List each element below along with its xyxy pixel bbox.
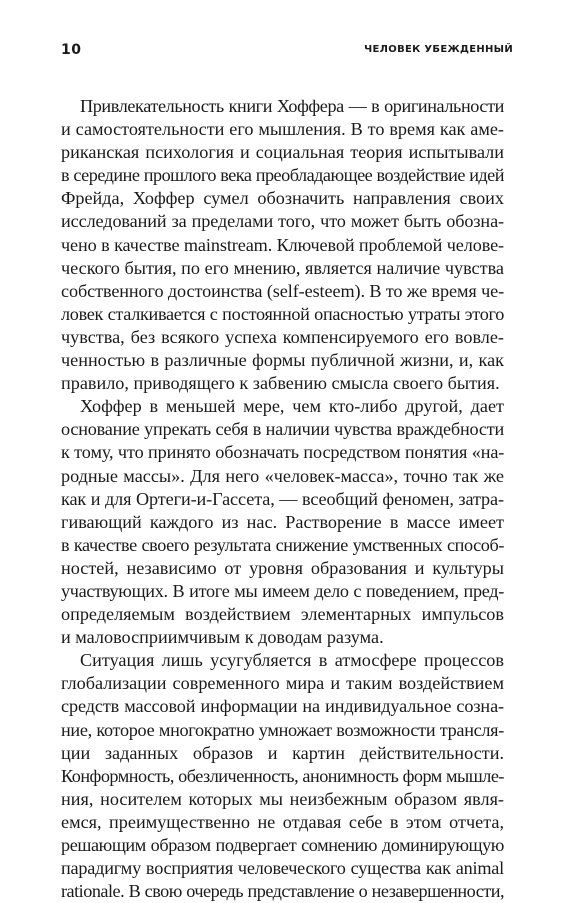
text-line: rationale. В свою очередь представление о незавершенности, [61, 881, 504, 902]
text-line: Фрейда, Хоффер сумел обозначить направления своих [61, 188, 504, 209]
text-line: чено в качестве mainstream. Ключевой проблемой челове- [61, 234, 504, 255]
text-line: правило, приводящего к забвению смысла своего бытия. [61, 373, 500, 394]
text-line: ностей, независимо от уровня образования и культуры [61, 557, 504, 578]
text-line: собственного достоинства (self-esteem). В то же время че- [61, 280, 505, 301]
text-line: Ситуация лишь усугубляется в атмосфере процессов [80, 650, 504, 671]
text-line: ния, носителем которых мы неизбежным образом явля- [61, 788, 504, 809]
text-line: решающим образом подвергает сомнению доминирующую [61, 835, 504, 855]
body-text [61, 95, 504, 903]
text-line: риканская психология и социальная теория испытывали [61, 142, 504, 163]
text-line: основание упрекать себя в наличии чувства враждебности [61, 419, 504, 440]
text-line: определяемым воздействием элементарных импульсов [61, 604, 504, 625]
text-line: ченностью в различные формы публичной жизни, и, как [61, 350, 504, 371]
text-line: ции заданных образов и картин действительности. [61, 742, 504, 763]
text-line: как и для Ортеги-и-Гассета, — всеобщий феномен, затра- [61, 488, 504, 509]
text-line: глобализации современного мира и таким воздействием [61, 673, 504, 694]
text-line: Конформность, обезличенность, анонимность форм мышле- [61, 765, 504, 786]
text-line: Хоффер в меньшей мере, чем кто-либо другой, дает [80, 396, 504, 417]
text-line: в качестве своего результата снижение умственных способ- [61, 534, 504, 555]
text-line: родные массы». Для него «человек-масса», точно так же [61, 465, 504, 486]
text-line: емся, преимущественно не отдавая себе в этом отчета, [61, 811, 504, 832]
text-line: к тому, что принято обозначать посредством понятия «на- [61, 442, 505, 463]
text-line: парадигму восприятия человеческого существа как animal [61, 858, 504, 879]
text-line: ловек сталкивается с постоянной опасностью утраты этого [61, 303, 504, 324]
text-line: участвующих. В итоге мы имеем дело с поведением, пред- [61, 580, 504, 601]
text-line: исследований за пределами того, что может быть обозна- [61, 211, 504, 232]
text-line: средств массовой информации на индивидуальное созна- [61, 696, 504, 717]
text-line: в середине прошлого века преобладающее воздействие идей [61, 165, 504, 186]
text-line: чувства, без всякого успеха компенсируемого его вовле- [61, 326, 504, 347]
text-line: ние, которое многократно умножает возможности трансля- [61, 719, 504, 740]
text-line: и маловосприимчивым к доводам разума. [61, 627, 384, 648]
page-header [61, 42, 513, 62]
page-number: 10 [61, 42, 82, 58]
paragraph [61, 649, 504, 903]
running-title: ЧЕЛОВЕК УБЕЖДЕННЫЙ [364, 44, 513, 55]
text-line: ческого бытия, по его мнению, является наличие чувства [61, 257, 504, 278]
text-line: Привлекательность книги Хоффера — в оригинальности [80, 96, 504, 116]
text-line: и самостоятельности его мышления. В то время как аме- [61, 119, 504, 140]
paragraph [61, 395, 504, 649]
text-line: гивающий каждого из нас. Растворение в массе имеет [61, 511, 504, 532]
paragraph [61, 95, 504, 395]
